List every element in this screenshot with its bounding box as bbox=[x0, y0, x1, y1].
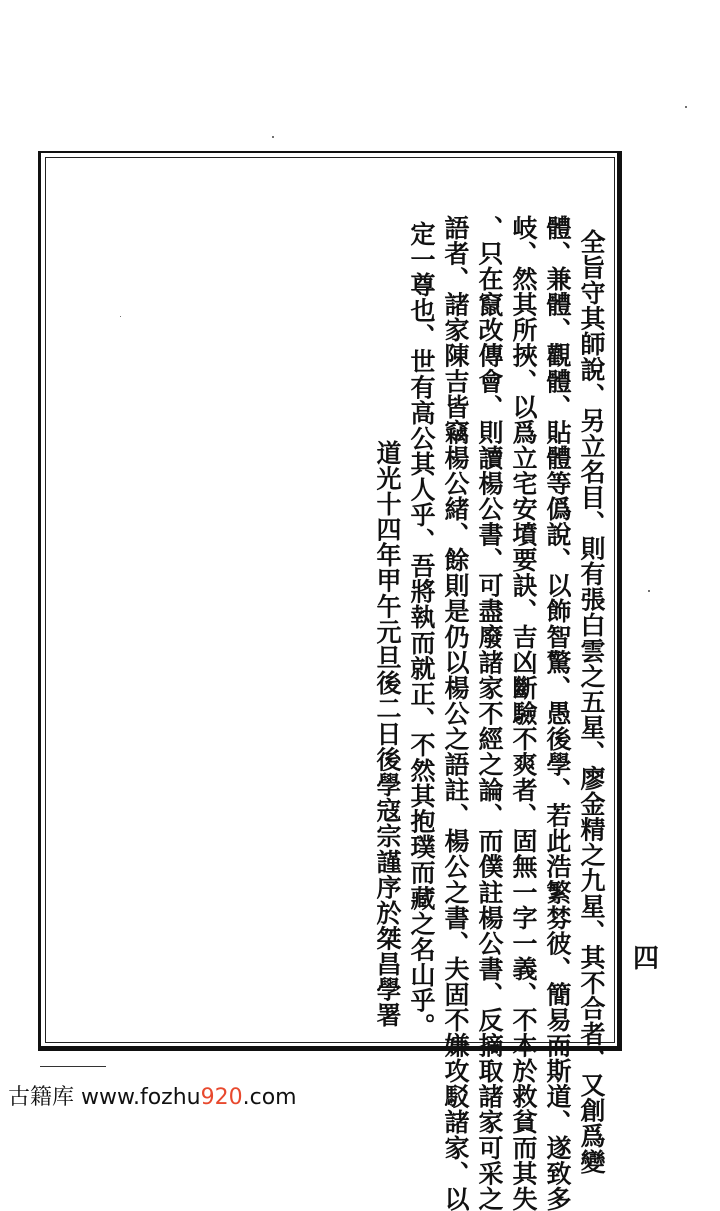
watermark-url-number: 920 bbox=[200, 1085, 243, 1110]
scan-speck bbox=[648, 590, 650, 592]
scan-speck bbox=[685, 106, 687, 108]
page-number: 四 bbox=[633, 944, 660, 974]
scan-speck bbox=[272, 136, 274, 138]
watermark-url-prefix: www.fozhu bbox=[81, 1085, 201, 1110]
text-column-5: 語者、諸家陳吉皆竊楊公緒、餘則是仍以楊公之語註、楊公之書、夫固不嫌攻駁諸家、以 bbox=[441, 215, 470, 1211]
site-watermark bbox=[8, 1080, 297, 1111]
date-signature-line: 道光十四年甲午元旦後二日後學寇宗謹序於桀昌學署 bbox=[373, 440, 402, 1028]
text-column-3: 岐、然其所挾、以爲立宅安墳要訣、吉凶斷驗不爽者、固無一字一義、不本於救貧而其失 bbox=[509, 215, 538, 1211]
text-column-6: 定一尊也、世有高公其人乎、吾將執而就正、不然其抱璞而藏之名山乎。 bbox=[407, 221, 436, 1039]
text-column-1: 全旨守其師說、另立名目、則有張白雲之五星、廖金精之九星、其不合者、又創爲變 bbox=[577, 229, 606, 1175]
scan-speck bbox=[120, 316, 121, 317]
vertical-text-block bbox=[373, 215, 608, 1211]
text-column-4: 、只在竄改傳會、則讀楊公書、可盡廢諸家不經之論、而僕註楊公書、反摘取諸家可采之 bbox=[475, 215, 504, 1211]
footer-rule bbox=[40, 1066, 106, 1067]
watermark-site-name: 古籍库 bbox=[8, 1085, 75, 1110]
watermark-url-suffix: .com bbox=[242, 1085, 297, 1110]
text-column-2: 體、兼體、觀體、貼體等僞說、以飾智驚、愚後學、若此浩繁棼彼、簡易而斯道、遂致多 bbox=[543, 215, 572, 1211]
